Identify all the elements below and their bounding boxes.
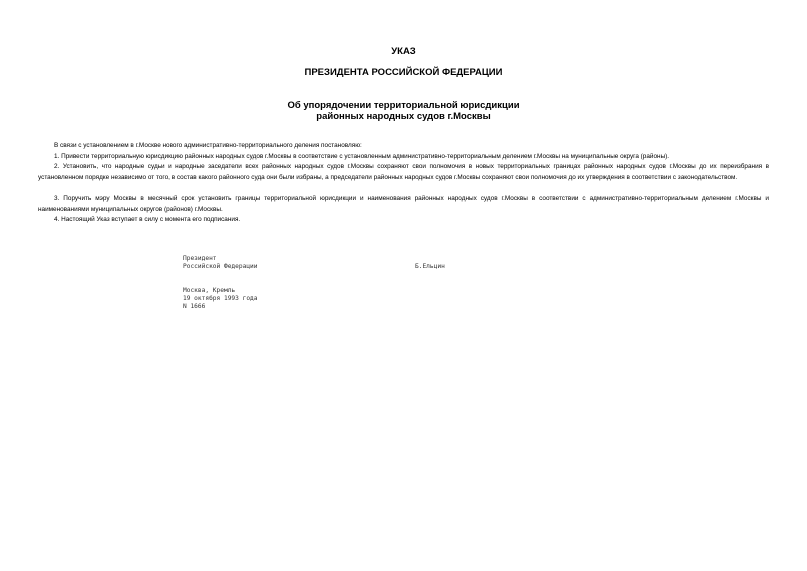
item-3-paragraph: 3. Поручить мэру Москвы в месячный срок установить границы территориальной юрисдикции и наименования районных народных судов г.Москвы в соответствии с административно-территориальным делением г.Москвы и наименованиями муниципальных округов (районов) г.Москвы. [38,195,769,213]
item-2-paragraph: 2. Установить, что народные судьи и народные заседатели всех районных народных судов г.Москвы сохраняют свои полномочия в новых территориальных границах районных народных судов г.Москвы до их переизбрания в установленном порядке независимо от того, в состав какого районного суда они были избраны, а председатели районных народных судов г.Москвы сохраняют свои полномочия до их утверждения в соответствии с законодательством. [38,163,769,181]
preamble-paragraph: В связи с установлением в г.Москве нового административно-территориального деления постановляю: [54,142,362,149]
signer-position-line1: Президент [183,255,217,262]
issuer-heading: ПРЕЗИДЕНТА РОССИЙСКОЙ ФЕДЕРАЦИИ [304,67,503,78]
document-title-line2: районных народных судов г.Москвы [316,111,491,122]
item-1-paragraph: 1. Привести территориальную юрисдикцию районных народных судов г.Москвы в соответствие с установленным административно-территориальным делением г.Москвы на муниципальные округа (районы). [54,152,670,160]
item-4-paragraph: 4. Настоящий Указ вступает в силу с момента его подписания. [54,216,241,223]
document-type-heading: УКАЗ [391,46,416,57]
signer-name: Б.Ельцин [415,263,445,270]
document-body [38,141,769,226]
signing-place: Москва, Кремль [183,287,236,294]
decree-number: N 1666 [183,303,206,310]
document-title-line1: Об упорядочении территориальной юрисдикции [287,100,520,111]
signer-position-line2: Российской Федерации [183,263,258,270]
paragraph-spacer [38,183,769,194]
signing-date: 19 октября 1993 года [183,295,258,302]
